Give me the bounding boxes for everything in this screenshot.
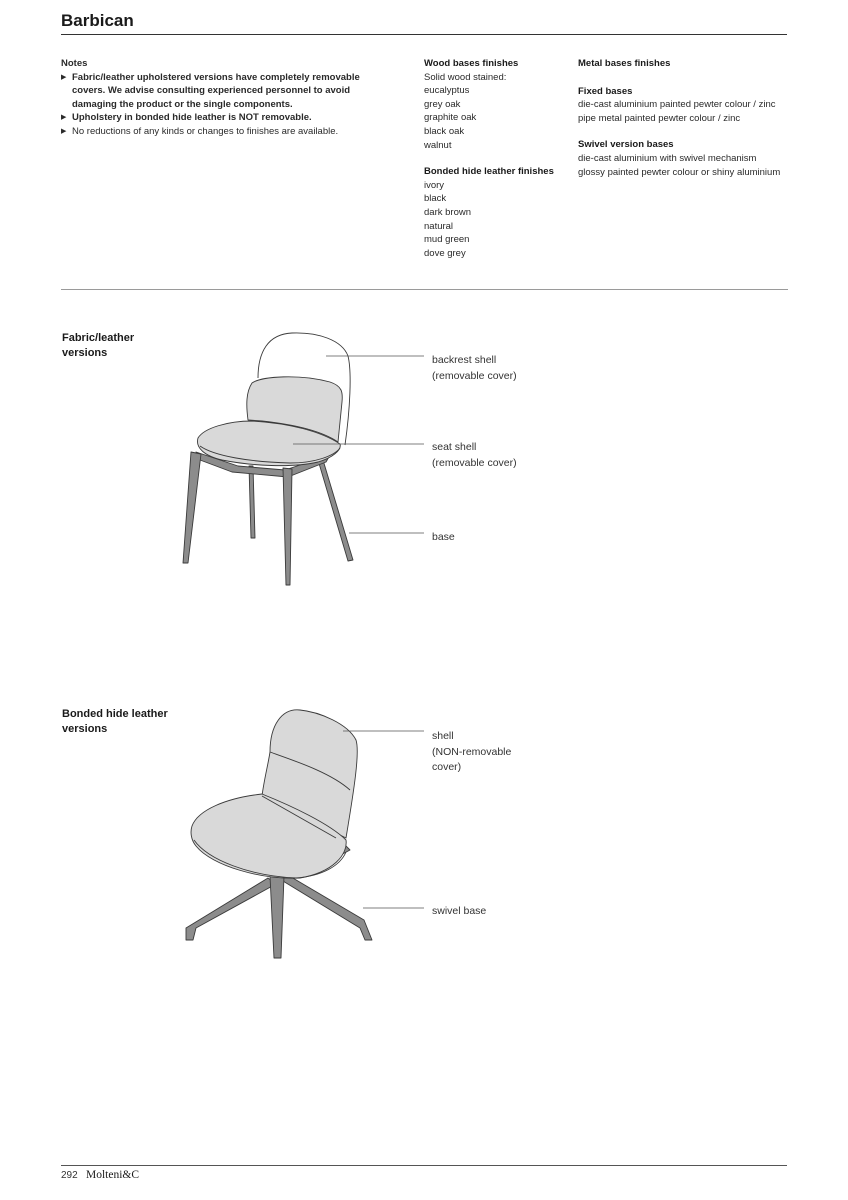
callout-line: seat shell [432,441,477,453]
right-triangle-icon: ▶ [61,73,67,81]
label-line: Fabric/leather [62,332,135,344]
wood-finishes-heading: Wood bases finishes [424,58,519,69]
label-line: Bonded hide leather [62,708,168,720]
finish-item: natural [424,220,454,232]
finish-item: ivory [424,179,445,191]
swivel-column [270,876,284,958]
label-line: versions [62,723,108,735]
finish-item: dark brown [424,206,471,218]
fabric-chair-illustration [183,333,353,585]
finish-item: black [424,193,447,205]
footer-divider [61,1165,787,1166]
finish-item: black oak [424,125,465,137]
leather-finishes-heading: Bonded hide leather finishes [424,166,554,178]
finish-item: Solid wood stained: [424,71,507,83]
front-leg-left [183,452,201,563]
callout-line: backrest shell [432,354,497,366]
front-leg-center [283,468,292,585]
finish-item: walnut [424,139,452,151]
finish-item: glossy painted pewter colour or shiny aluminium [578,166,781,178]
callout-line: (removable cover) [432,369,517,382]
callout-line: cover) [432,761,462,773]
finish-item: mud green [424,234,470,246]
back-leg-right [318,460,353,561]
callout-line: shell [432,730,454,742]
callout-line: swivel base [432,905,487,917]
finish-item: pipe metal painted pewter colour / zinc [578,112,741,124]
brand-logo: Molteni&C [86,1169,140,1181]
page-number: 292 [61,1170,78,1181]
finish-item: die-cast aluminium painted pewter colour / zinc [578,99,776,111]
fixed-bases-heading: Fixed bases [578,85,633,97]
callout-line: (removable cover) [432,456,517,469]
swivel-arm-right [278,874,372,940]
right-triangle-icon: ▶ [61,127,67,135]
label-line: versions [62,347,108,359]
note-text: Fabric/leather upholstered versions have completely removable covers. We advise consulting experienced personnel to avoid damaging the product or the single components. [72,71,360,110]
seat-shell-callout [432,440,517,471]
base-callout [432,530,455,546]
back-leg-left [249,466,255,538]
notes-heading: Notes [61,58,88,69]
callout-line: (NON-removable [432,745,512,758]
note-text: Upholstery in bonded hide leather is NOT removable. [72,112,312,124]
backrest-shell-callout [432,353,517,384]
finish-item: eucalyptus [424,85,470,97]
shell-callout [432,729,511,776]
swivel-arm-left [186,878,276,940]
finish-item: grey oak [424,98,461,110]
finish-item: graphite oak [424,112,477,124]
swivel-bases-heading: Swivel version bases [578,139,674,151]
finish-item: dove grey [424,247,466,259]
note-text: No reductions of any kinds or changes to finishes are available. [72,125,339,137]
leather-chair-illustration [186,710,372,958]
metal-finishes-heading: Metal bases finishes [578,58,671,69]
right-triangle-icon: ▶ [61,114,67,122]
finish-item: die-cast aluminium with swivel mechanism [578,152,757,164]
swivel-base-callout [432,904,486,920]
callout-line: base [432,531,455,543]
page-title: Barbican [61,11,134,30]
